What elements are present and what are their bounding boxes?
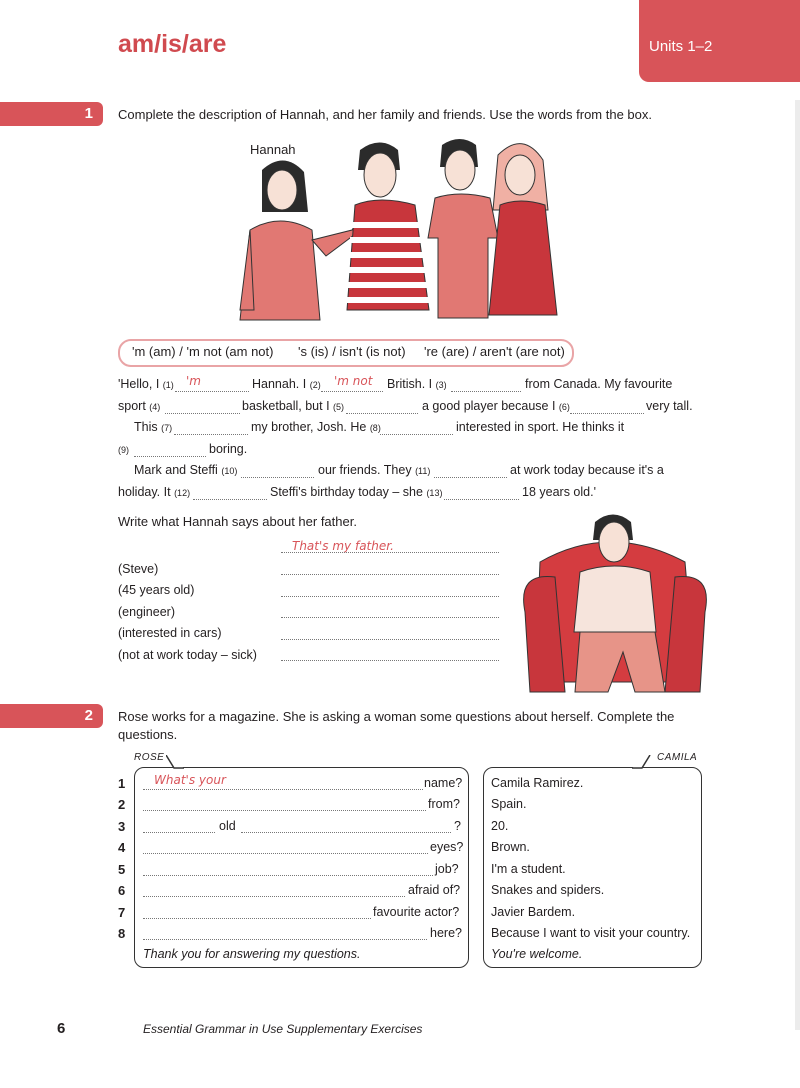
father-instruction: Write what Hannah says about her father. [118, 514, 357, 529]
gap-4[interactable] [165, 413, 240, 414]
question-line[interactable] [143, 853, 428, 854]
steffi-figure [489, 144, 557, 315]
question-line[interactable] [143, 875, 433, 876]
father-prompt: (engineer) [118, 605, 175, 619]
answer: Spain. [491, 797, 527, 811]
gap-1-answer: 'm [186, 374, 201, 388]
question-number: 2 [118, 797, 126, 812]
father-illustration [520, 502, 710, 697]
question-number: 3 [118, 819, 126, 834]
father-answer-line[interactable] [281, 596, 499, 597]
answer: Camila Ramirez. [491, 776, 584, 790]
gap-9[interactable] [134, 456, 206, 457]
rose-bubble-tail [166, 755, 186, 769]
question-number: 5 [118, 862, 126, 877]
unit-tab [639, 0, 800, 82]
question-end: ? [454, 819, 461, 833]
gap-5[interactable] [346, 413, 418, 414]
father-prompt: (45 years old) [118, 583, 195, 597]
question-end: from? [428, 797, 460, 811]
page-title: am/is/are [118, 30, 227, 58]
gap-11[interactable] [434, 477, 507, 478]
question-number: 4 [118, 840, 126, 855]
page-number: 6 [57, 1020, 66, 1037]
father-answer-line[interactable] [281, 617, 499, 618]
question-end: afraid of? [408, 883, 461, 897]
example-answer: What's your [154, 773, 226, 787]
question-number: 8 [118, 926, 126, 941]
answer: I'm a student. [491, 862, 566, 876]
josh-figure [347, 143, 436, 311]
gap-13[interactable] [444, 499, 519, 500]
question-line[interactable] [143, 810, 426, 811]
question-old: old [219, 819, 236, 833]
question-end: eyes? [430, 840, 464, 854]
word-box-item: 'm (am) / 'm not (am not) [132, 344, 274, 359]
exercise-2-tab [0, 704, 103, 728]
question-number: 1 [118, 776, 126, 791]
gap-2[interactable] [321, 391, 383, 392]
word-box [118, 339, 574, 367]
camila-bubble-tail [632, 755, 652, 769]
exercise-1-tab [0, 102, 103, 126]
answer: Because I want to visit your country. [491, 926, 691, 940]
father-answer-line[interactable] [281, 639, 499, 640]
father-prompt: (interested in cars) [118, 626, 222, 640]
family-illustration [230, 130, 570, 330]
question-line[interactable] [143, 918, 371, 919]
margin-bar [795, 100, 800, 1030]
answer: 20. [491, 819, 509, 833]
rose-speech-bubble [134, 767, 469, 968]
answer: Brown. [491, 840, 530, 854]
question-end: here? [430, 926, 462, 940]
father-answer-line[interactable] [281, 660, 499, 661]
text-line-1: 'Hello, I (1) [118, 377, 174, 391]
mark-figure [428, 139, 498, 318]
exercise-2-instruction: Rose works for a magazine. She is asking a woman some questions about herself. Complete the questions. [118, 709, 675, 742]
question-number: 7 [118, 905, 126, 920]
rose-closing: Thank you for answering my questions. [143, 947, 361, 961]
father-prompt: (not at work today – sick) [118, 648, 257, 662]
hannah-figure [240, 160, 366, 320]
father-line-example [281, 552, 499, 553]
book-title: Essential Grammar in Use Supplementary Exercises [143, 1022, 423, 1036]
camila-closing: You're welcome. [491, 947, 583, 961]
question-line[interactable] [143, 896, 405, 897]
rose-label: ROSE [134, 752, 165, 763]
word-box-item: 's (is) / isn't (is not) [298, 344, 406, 359]
gap-12[interactable] [193, 499, 267, 500]
gap-2-answer: 'm not [334, 374, 373, 388]
gap-10[interactable] [241, 477, 314, 478]
question-end: job? [435, 862, 459, 876]
answer: Snakes and spiders. [491, 883, 605, 897]
unit-label: Units 1–2 [649, 38, 713, 55]
question-line[interactable] [143, 939, 427, 940]
gap-7[interactable] [174, 434, 248, 435]
question-end: favourite actor? [373, 905, 460, 919]
answer: Javier Bardem. [491, 905, 576, 919]
exercise-1-number: 1 [84, 105, 93, 122]
camila-label: CAMILA [657, 752, 698, 763]
exercise-1-instruction: Complete the description of Hannah, and her family and friends. Use the words from the box. [118, 107, 653, 122]
gap-6[interactable] [570, 413, 644, 414]
hannah-label: Hannah [250, 142, 296, 157]
word-box-item: 're (are) / aren't (are not) [424, 344, 565, 359]
question-line[interactable] [241, 832, 451, 833]
gap-1[interactable] [175, 391, 249, 392]
father-answer-line[interactable] [281, 574, 499, 575]
question-line[interactable] [143, 832, 215, 833]
gap-3[interactable] [451, 391, 521, 392]
exercise-2-number: 2 [84, 707, 93, 724]
question-line[interactable] [143, 789, 423, 790]
question-end: name? [424, 776, 463, 790]
father-prompt: (Steve) [118, 562, 159, 576]
gap-8[interactable] [380, 434, 453, 435]
father-example: That's my father. [292, 539, 394, 553]
question-number: 6 [118, 883, 126, 898]
